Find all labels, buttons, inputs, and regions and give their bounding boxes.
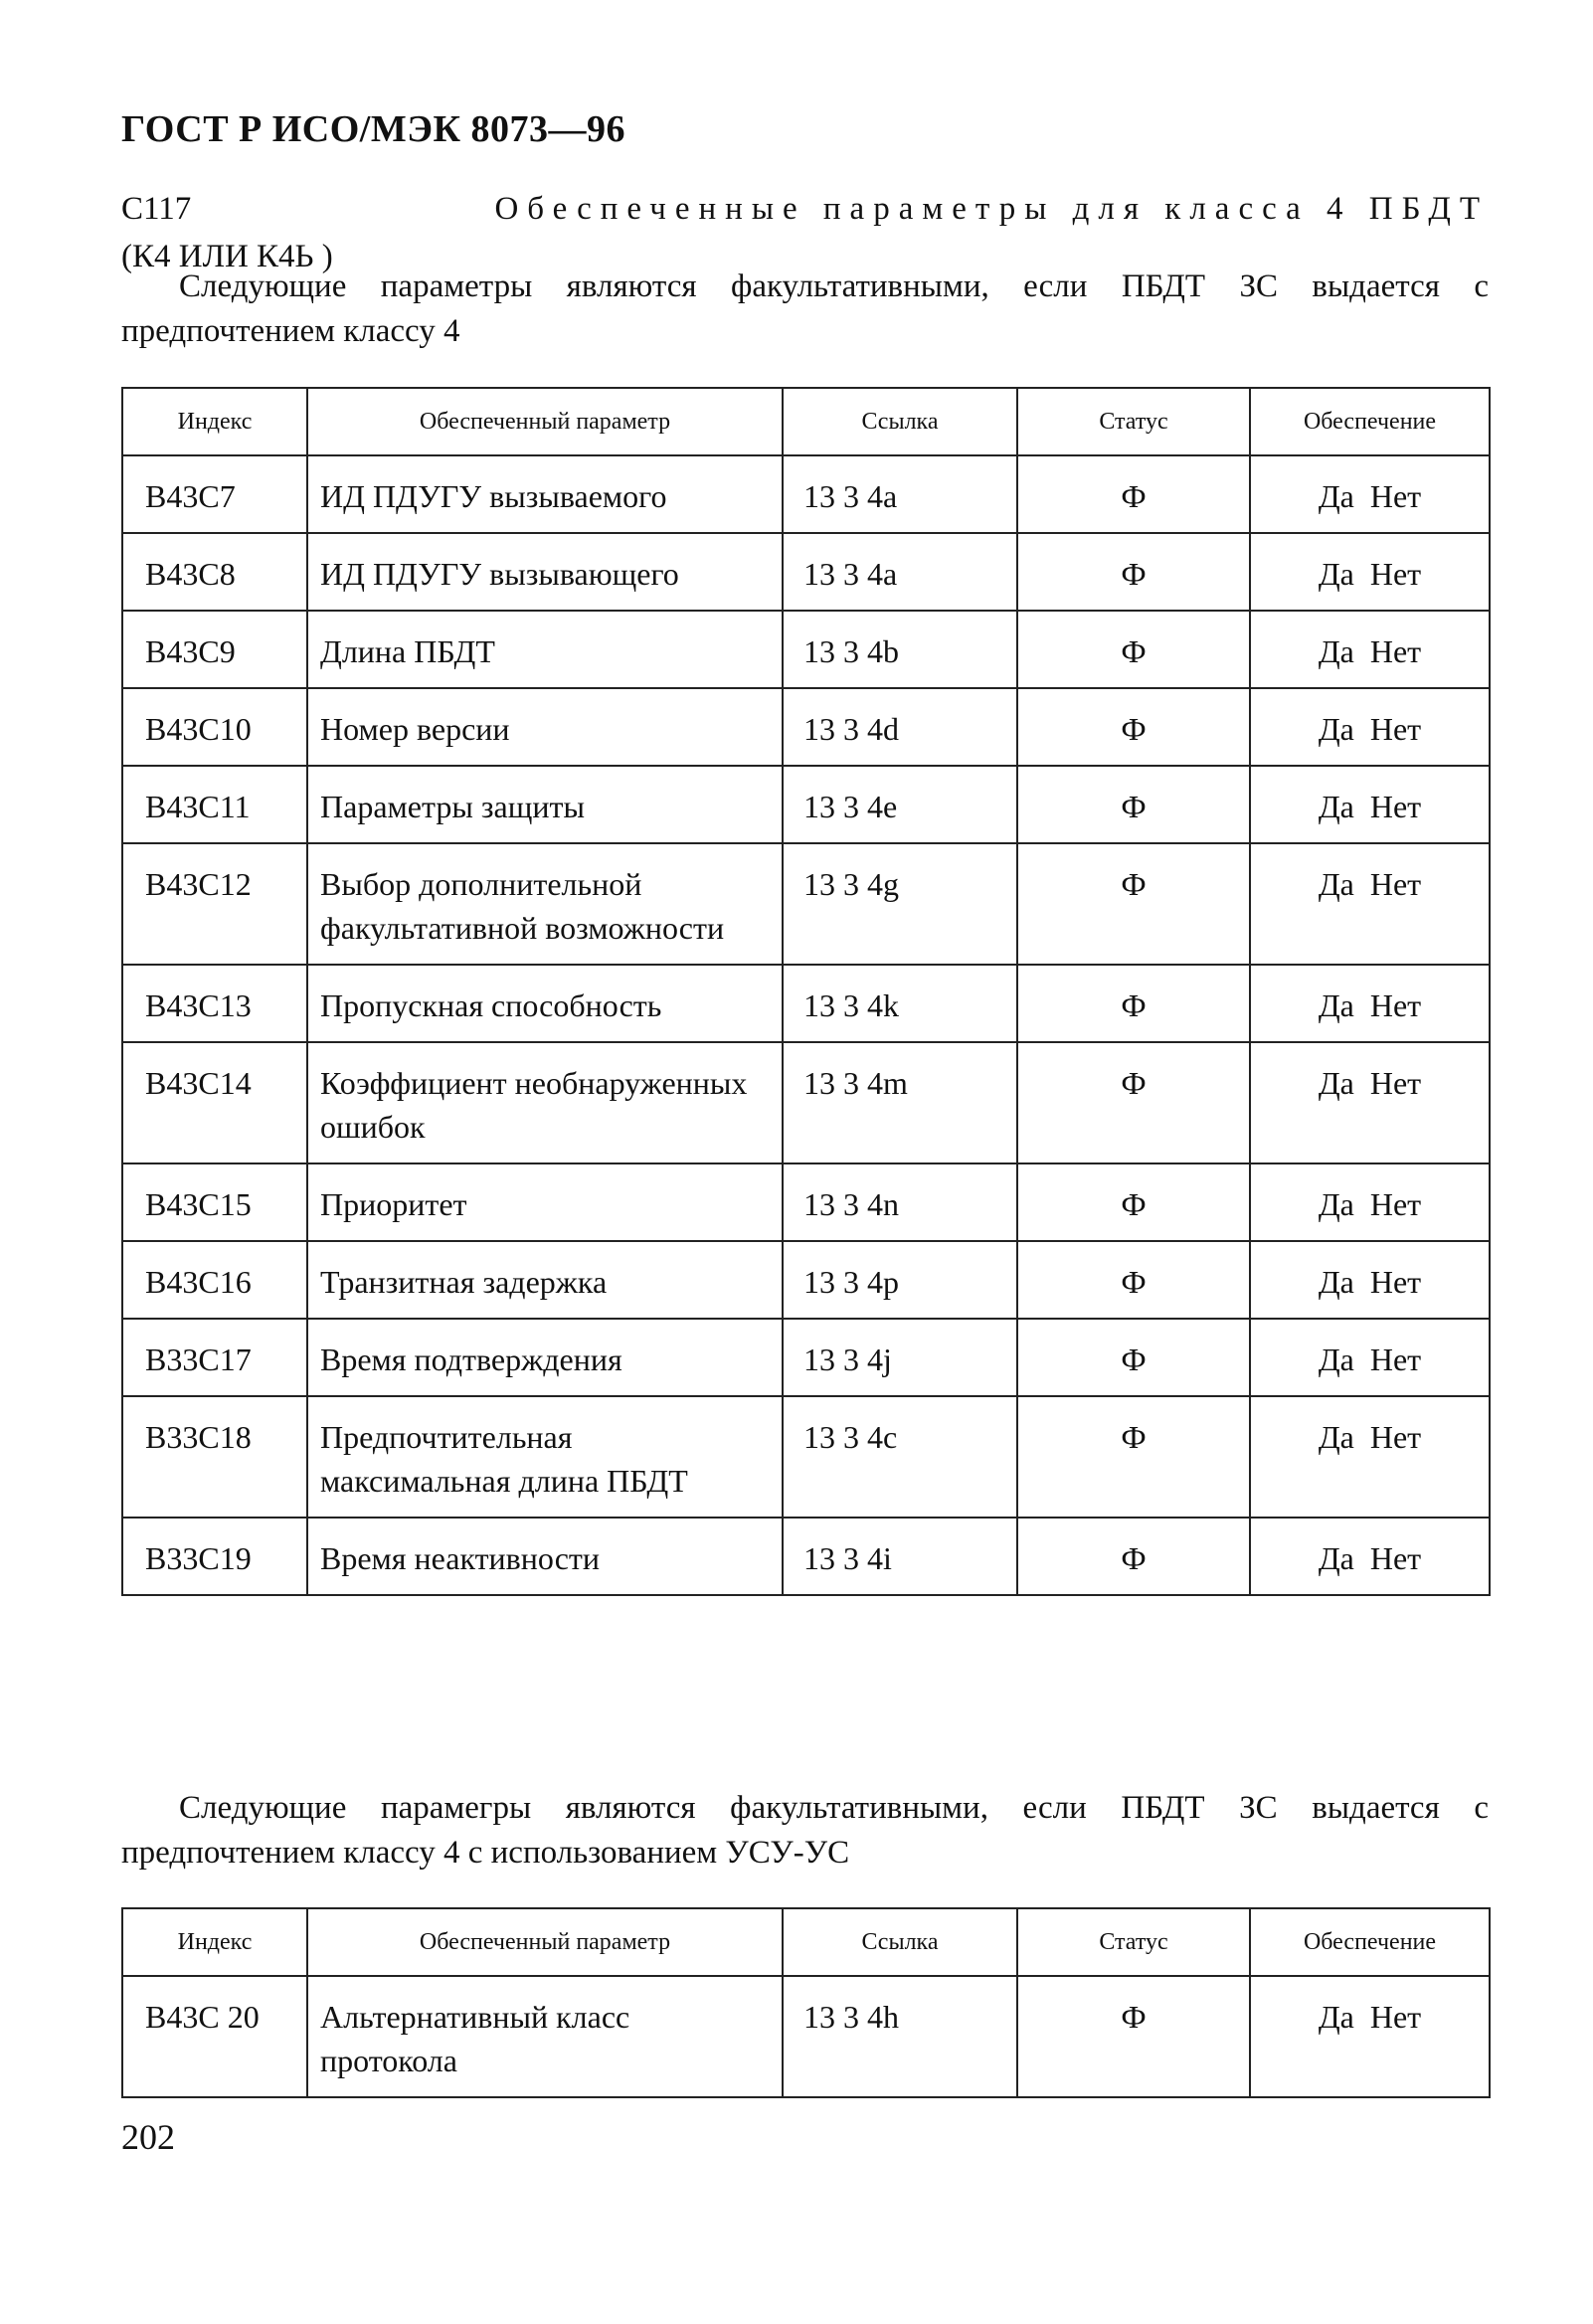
table-row	[122, 1396, 1490, 1518]
header-parameter: Обеспеченный параметр	[307, 388, 783, 455]
table-row	[122, 688, 1490, 766]
parameters-table-class4	[121, 387, 1491, 1596]
table-row	[122, 455, 1490, 533]
table-row	[122, 766, 1490, 843]
section-title: Обеспеченные параметры для класса 4 ПБДТ	[494, 191, 1489, 227]
cell-provision: Да Нет	[1250, 1518, 1490, 1595]
cell-reference: 13 3 4a	[783, 455, 1017, 533]
cell-index: В43С15	[122, 1163, 307, 1241]
cell-reference: 13 3 4h	[783, 1976, 1017, 2097]
cell-provision: Да Нет	[1250, 688, 1490, 766]
cell-index: В43С10	[122, 688, 307, 766]
cell-parameter: Транзитная задержка	[307, 1241, 783, 1319]
cell-provision: Да Нет	[1250, 766, 1490, 843]
cell-parameter: Приоритет	[307, 1163, 783, 1241]
cell-parameter: Параметры защиты	[307, 766, 783, 843]
header-parameter: Обеспеченный параметр	[307, 1908, 783, 1976]
cell-parameter: Выбор дополнительной факультативной возможности	[307, 843, 783, 965]
table-row	[122, 1518, 1490, 1595]
cell-reference: 13 3 4g	[783, 843, 1017, 965]
cell-reference: 13 3 4b	[783, 611, 1017, 688]
table-row	[122, 533, 1490, 611]
document-header: ГОСТ Р ИСО/МЭК 8073—96	[121, 108, 626, 150]
cell-status: Ф	[1017, 1042, 1250, 1163]
cell-index: В33С19	[122, 1518, 307, 1595]
cell-status: Ф	[1017, 455, 1250, 533]
cell-provision: Да Нет	[1250, 611, 1490, 688]
cell-provision: Да Нет	[1250, 1042, 1490, 1163]
cell-index: В43С12	[122, 843, 307, 965]
cell-status: Ф	[1017, 843, 1250, 965]
cell-status: Ф	[1017, 533, 1250, 611]
header-reference: Ссылка	[783, 388, 1017, 455]
cell-reference: 13 3 4e	[783, 766, 1017, 843]
cell-provision: Да Нет	[1250, 1163, 1490, 1241]
cell-parameter: ИД ПДУГУ вызываемого	[307, 455, 783, 533]
cell-index: В43С11	[122, 766, 307, 843]
cell-parameter: Пропускная способность	[307, 965, 783, 1042]
table-row	[122, 1163, 1490, 1241]
header-reference: Ссылка	[783, 1908, 1017, 1976]
table-row	[122, 1042, 1490, 1163]
table-row	[122, 965, 1490, 1042]
cell-reference: 13 3 4k	[783, 965, 1017, 1042]
cell-status: Ф	[1017, 1976, 1250, 2097]
header-provision: Обеспечение	[1250, 388, 1490, 455]
page-number: 202	[121, 2117, 175, 2157]
cell-reference: 13 3 4d	[783, 688, 1017, 766]
cell-status: Ф	[1017, 611, 1250, 688]
cell-provision: Да Нет	[1250, 455, 1490, 533]
cell-index: В43С13	[122, 965, 307, 1042]
header-status: Статус	[1017, 388, 1250, 455]
cell-reference: 13 3 4m	[783, 1042, 1017, 1163]
cell-provision: Да Нет	[1250, 533, 1490, 611]
cell-status: Ф	[1017, 688, 1250, 766]
cell-index: В33С17	[122, 1319, 307, 1396]
section-number: С117	[121, 191, 192, 227]
cell-index: В43С 20	[122, 1976, 307, 2097]
cell-index: В43С8	[122, 533, 307, 611]
table-row	[122, 1319, 1490, 1396]
table-row	[122, 611, 1490, 688]
cell-provision: Да Нет	[1250, 1976, 1490, 2097]
cell-provision: Да Нет	[1250, 1241, 1490, 1319]
cell-index: В43С9	[122, 611, 307, 688]
section-subtitle: (К4 ИЛИ К4Ь )	[121, 239, 333, 274]
cell-status: Ф	[1017, 1241, 1250, 1319]
cell-status: Ф	[1017, 766, 1250, 843]
cell-provision: Да Нет	[1250, 1396, 1490, 1518]
cell-status: Ф	[1017, 1163, 1250, 1241]
cell-provision: Да Нет	[1250, 1319, 1490, 1396]
table-row	[122, 1241, 1490, 1319]
table-header-row	[122, 1908, 1490, 1976]
header-index: Индекс	[122, 388, 307, 455]
cell-index: В33С18	[122, 1396, 307, 1518]
cell-reference: 13 3 4a	[783, 533, 1017, 611]
cell-provision: Да Нет	[1250, 965, 1490, 1042]
cell-index: В43С7	[122, 455, 307, 533]
cell-reference: 13 3 4n	[783, 1163, 1017, 1241]
cell-provision: Да Нет	[1250, 843, 1490, 965]
header-provision: Обеспечение	[1250, 1908, 1490, 1976]
header-index: Индекс	[122, 1908, 307, 1976]
cell-parameter: Номер версии	[307, 688, 783, 766]
cell-parameter: Альтернативный класс протокола	[307, 1976, 783, 2097]
header-status: Статус	[1017, 1908, 1250, 1976]
table-header-row	[122, 388, 1490, 455]
cell-parameter: Предпочтительная максимальная длина ПБДТ	[307, 1396, 783, 1518]
cell-reference: 13 3 4p	[783, 1241, 1017, 1319]
cell-status: Ф	[1017, 1518, 1250, 1595]
cell-reference: 13 3 4c	[783, 1396, 1017, 1518]
parameters-table-usu	[121, 1907, 1491, 2098]
cell-status: Ф	[1017, 965, 1250, 1042]
cell-parameter: ИД ПДУГУ вызывающего	[307, 533, 783, 611]
second-paragraph: Следующие парамегры являются факультативными, если ПБДТ ЗС выдается с предпочтением классу 4 с использованием УСУ-УС	[121, 1790, 1489, 1871]
cell-status: Ф	[1017, 1319, 1250, 1396]
cell-status: Ф	[1017, 1396, 1250, 1518]
cell-parameter: Время подтверждения	[307, 1319, 783, 1396]
cell-parameter: Время неактивности	[307, 1518, 783, 1595]
cell-reference: 13 3 4j	[783, 1319, 1017, 1396]
cell-parameter: Коэффициент необнаруженных ошибок	[307, 1042, 783, 1163]
table-row	[122, 843, 1490, 965]
cell-index: В43С16	[122, 1241, 307, 1319]
cell-parameter: Длина ПБДТ	[307, 611, 783, 688]
cell-reference: 13 3 4i	[783, 1518, 1017, 1595]
intro-paragraph: Следующие параметры являются факультативными, если ПБДТ ЗС выдается с предпочтением классу 4	[121, 268, 1489, 349]
cell-index: В43С14	[122, 1042, 307, 1163]
table-row	[122, 1976, 1490, 2097]
